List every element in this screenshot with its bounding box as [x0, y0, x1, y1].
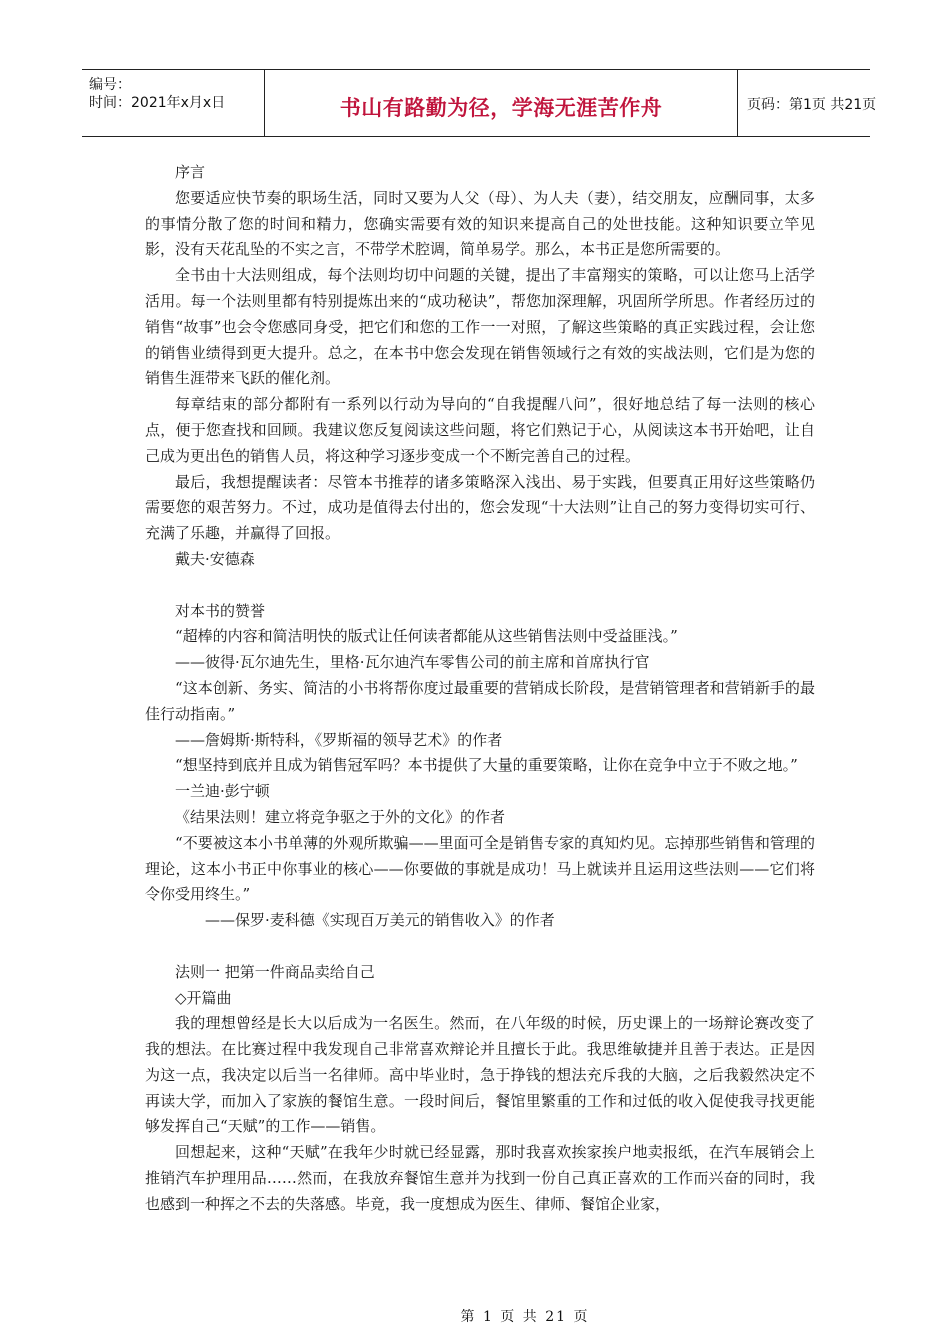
preface-paragraph-3: 每章结束的部分都附有一系列以行动为导向的“自我提醒八问”，很好地总结了每一法则的核心点，便于您查找和回顾。我建议您反复阅读这些问题，将它们熟记于心，从阅读这本书开始吧，让自己成为更出色的销售人员，将这种学习逐步变成一个不断完善自己的过程。 [145, 395, 815, 465]
praise-attribution-1: ——彼得·瓦尔迪先生，里格·瓦尔迪汽车零售公司的前主席和首席执行官 [175, 653, 650, 672]
header-meta-cell [82, 70, 265, 136]
praise-quote-3: “想坚持到底并且成为销售冠军吗？本书提供了大量的重要策略，让你在竞争中立于不败之地。” [175, 756, 798, 775]
footer-page-number: 第 1 页 共 21 页 [460, 1309, 590, 1325]
page-header [82, 69, 877, 137]
praise-attribution-4: ——保罗·麦科德《实现百万美元的销售收入》的作者 [205, 911, 555, 930]
header-motto: 书山有路勤为径，学海无涯苦作舟 [339, 96, 663, 120]
header-number-label: 编号： [89, 77, 131, 93]
praise-attribution-3b: 《结果法则！建立将竞争驱之于外的文化》的作者 [175, 807, 506, 826]
page-footer [0, 1306, 950, 1326]
preface-paragraph-1: 您要适应快节奏的职场生活，同时又要为人父（母）、为人夫（妻），结交朋友，应酬同事，太多的事情分散了您的时间和精力，您确实需要有效的知识来提高自己的处世技能。这种知识要立竿见影，没有天花乱坠的不实之言，不带学术腔调，简单易学。那么，本书正是您所需要的。 [145, 188, 815, 259]
section-gap [145, 934, 815, 960]
praise-attribution-2: ——詹姆斯·斯特科，《罗斯福的领导艺术》的作者 [175, 730, 503, 749]
preface-author: 戴夫·安德森 [175, 549, 255, 568]
rule1-title: 法则一 把第一件商品卖给自己 [175, 962, 375, 981]
section-gap [145, 573, 815, 599]
header-motto-cell [265, 70, 738, 136]
praise-quote-1: “超棒的内容和简洁明快的版式让任何读者都能从这些销售法则中受益匪浅。” [175, 627, 678, 646]
rule1-paragraph-1: 我的理想曾经是长大以后成为一名医生。然而，在八年级的时候，历史课上的一场辩论赛改变了我的想法。在比赛过程中我发现自己非常喜欢辩论并且擅长于此。我思维敏捷并且善于表达。正是因为这一点，我决定以后当一名律师。高中毕业时，急于挣钱的想法充斥我的大脑，之后我毅然决定不再读大学，而加入了家族的餐馆生意。一段时间后，餐馆里繁重的工作和过低的收入促使我寻找更能够发挥自己“天赋”的工作——销售。 [145, 1014, 815, 1136]
preface-paragraph-4: 最后，我想提醒读者：尽管本书推荐的诸多策略深入浅出、易于实践，但要真正用好这些策略仍需要您的艰苦努力。不过，成功是值得去付出的，您会发现“十大法则”让自己的努力变得切实可行、充满了乐趣，并赢得了回报。 [145, 472, 815, 543]
praise-quote-2: “这本创新、务实、简洁的小书将帮你度过最重要的营销成长阶段，是营销管理者和营销新手的最佳行动指南。” [145, 678, 815, 723]
praise-title: 对本书的赞誉 [175, 601, 266, 620]
header-page-code: 页码：第1页 共21页 [747, 97, 877, 113]
praise-attribution-3a: 一兰迪·彭宁顿 [175, 782, 270, 801]
praise-quote-4: “不要被这本小书单薄的外观所欺骗——里面可全是销售专家的真知灼见。忘掉那些销售和管理的理论，这本小书正中你事业的核心——你要做的事就是成功！马上就读并且运用这些法则——它们将令你受用终生。” [145, 833, 815, 904]
preface-paragraph-2: 全书由十大法则组成，每个法则均切中问题的关键，提出了丰富翔实的策略，可以让您马上活学活用。每一个法则里都有特别提炼出来的“成功秘诀”，帮您加深理解，巩固所学所思。作者经历过的销售“故事”也会令您感同身受，把它们和您的工作一一对照，了解这些策略的真正实践过程，会让您的销售业绩得到更大提升。总之，在本书中您会发现在销售领域行之有效的实战法则，它们是为您的销售生涯带来飞跃的催化剂。 [145, 266, 815, 388]
rule1-subtitle: ◇开篇曲 [175, 988, 232, 1007]
header-date-label: 时间：2021年x月x日 [89, 95, 226, 111]
document-body [145, 160, 815, 1218]
header-page-cell [738, 70, 877, 136]
preface-title: 序言 [175, 163, 206, 181]
rule1-paragraph-2: 回想起来，这种“天赋”在我年少时就已经显露，那时我喜欢挨家挨户地卖报纸，在汽车展销会上推销汽车护理用品……然而，在我放弃餐馆生意并为找到一份自己真正喜欢的工作而兴奋的同时，我也感到一种挥之不去的失落感。毕竟，我一度想成为医生、律师、餐馆企业家， [145, 1143, 815, 1213]
